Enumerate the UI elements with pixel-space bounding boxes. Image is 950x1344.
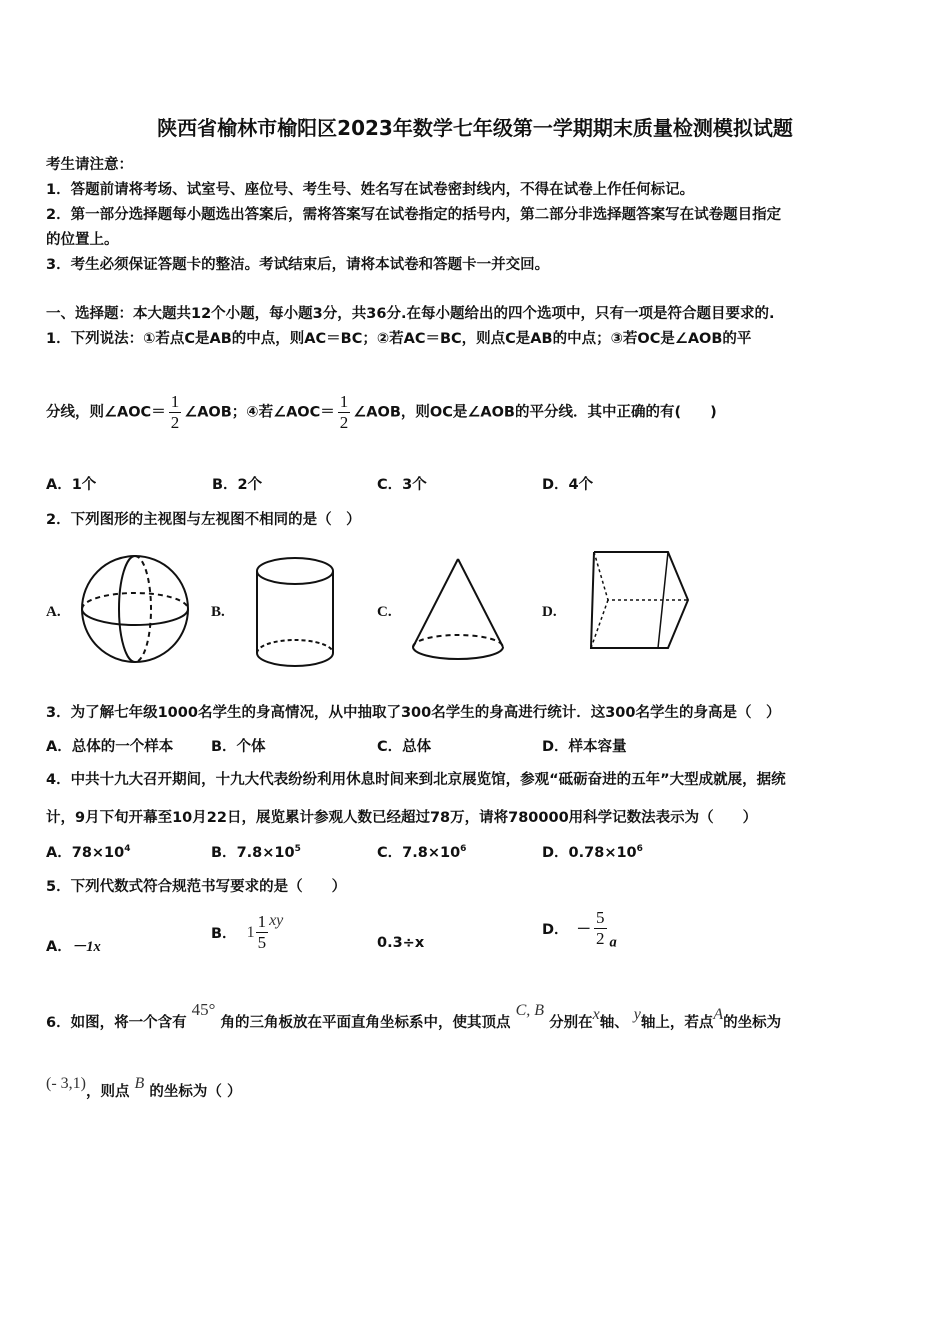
- q5-option-c[interactable]: 0.3÷x: [377, 935, 425, 951]
- q2-option-d[interactable]: D.: [542, 604, 557, 620]
- notice-item-3: 3．考生必须保证答题卡的整洁。考试结束后，请将本试卷和答题卡一并交回。: [46, 257, 550, 273]
- question-1-line1: 1．下列说法：①若点C是AB的中点，则AC＝BC；②若AC＝BC，则点C是AB的中点；③若OC是∠AOB的平: [46, 331, 752, 347]
- q1-option-c[interactable]: C．3个: [377, 477, 427, 493]
- q5-option-a[interactable]: A．－1x: [46, 939, 101, 955]
- sphere-icon: [78, 552, 193, 667]
- q1-text-b: ∠AOB；④若∠AOC＝: [184, 404, 335, 421]
- question-5-stem: 5．下列代数式符合规范书写要求的是（ ）: [46, 879, 347, 895]
- q1-option-a[interactable]: A．1个: [46, 477, 97, 493]
- question-4-line2: 计，9月下旬开幕至10月22日，展览累计参观人数已经超过78万，请将780000用科学记数法表示为（ ）: [46, 810, 758, 826]
- section-heading: 一、选择题：本大题共12个小题，每小题3分，共36分.在每小题给出的四个选项中，只有一项是符合题目要求的.: [46, 306, 775, 322]
- q1-text-c: ∠AOB，则OC是∠AOB的平分线．其中正确的有( ): [353, 404, 717, 421]
- q2-option-a[interactable]: A.: [46, 604, 61, 620]
- prism-icon: [572, 548, 692, 668]
- question-1-line2: [46, 392, 717, 433]
- notice-item-2-cont: 的位置上。: [46, 232, 119, 248]
- notice-item-1: 1．答题前请将考场、试室号、座位号、考生号、姓名写在试卷密封线内，不得在试卷上作任何标记。: [46, 182, 695, 198]
- question-4-line1: 4．中共十九大召开期间，十九大代表纷纷利用休息时间来到北京展览馆，参观“砥砺奋进的五年”大型成就展，据统: [46, 772, 786, 788]
- question-6-line2: (- 3,1)，则点 B 的坐标为（ ）: [46, 1075, 242, 1100]
- fraction-half: $\frac{1}{2}$: [339, 392, 349, 432]
- q4-option-a[interactable]: A．$78\times 10^4$: [46, 844, 131, 861]
- fraction-five-halves: $\frac{5}{2}$: [596, 908, 605, 948]
- q5-option-d[interactable]: D． － $\frac{5}{2}$ a: [542, 908, 617, 951]
- question-3-stem: 3．为了解七年级1000名学生的身高情况，从中抽取了300名学生的身高进行统计．这300名学生的身高是（ ）: [46, 705, 781, 721]
- question-2-stem: 2．下列图形的主视图与左视图不相同的是（ ）: [46, 512, 361, 528]
- q1-option-d[interactable]: D．4个: [542, 477, 594, 493]
- question-6-line1: 6．如图，将一个含有 45° 角的三角板放在平面直角坐标系中，使其顶点 C, B 分别在x轴、 y轴上，若点A的坐标为: [46, 1000, 782, 1031]
- vertices-cb: C, B: [515, 1002, 545, 1019]
- page-title: 陕西省榆林市榆阳区2023年数学七年级第一学期期末质量检测模拟试题: [157, 116, 793, 140]
- notice-item-2: 2．第一部分选择题每小题选出答案后，需将答案写在试卷指定的括号内，第二部分非选择题答案写在试卷题目指定: [46, 207, 782, 223]
- q2-option-c[interactable]: C.: [377, 604, 392, 620]
- q3-option-a[interactable]: A．总体的一个样本: [46, 739, 174, 755]
- q1-option-b[interactable]: B．2个: [212, 477, 263, 493]
- angle-45: 45°: [191, 1000, 216, 1019]
- q4-option-d[interactable]: D．$0.78\times 10^6$: [542, 844, 643, 861]
- q5-option-b[interactable]: B． 1 $\frac{1}{5}$ xy: [211, 912, 284, 952]
- fraction-half: $\frac{1}{2}$: [170, 392, 180, 432]
- q3-option-b[interactable]: B．个体: [211, 739, 266, 755]
- cylinder-icon: [250, 555, 340, 670]
- q2-option-b[interactable]: B.: [211, 604, 225, 620]
- point-a-coordinate: (- 3,1): [46, 1075, 86, 1092]
- notice-heading: 考生请注意：: [46, 157, 133, 173]
- cone-icon: [408, 555, 508, 665]
- q3-option-c[interactable]: C．总体: [377, 739, 432, 755]
- q3-option-d[interactable]: D．样本容量: [542, 739, 627, 755]
- fraction-one-fifth: $\frac{1}{5}$: [257, 912, 267, 952]
- q4-option-c[interactable]: C．$7.8\times 10^6$: [377, 844, 467, 861]
- q1-text-a: 分线，则∠AOC＝: [46, 404, 166, 421]
- q4-option-b[interactable]: B．$7.8\times 10^5$: [211, 844, 301, 861]
